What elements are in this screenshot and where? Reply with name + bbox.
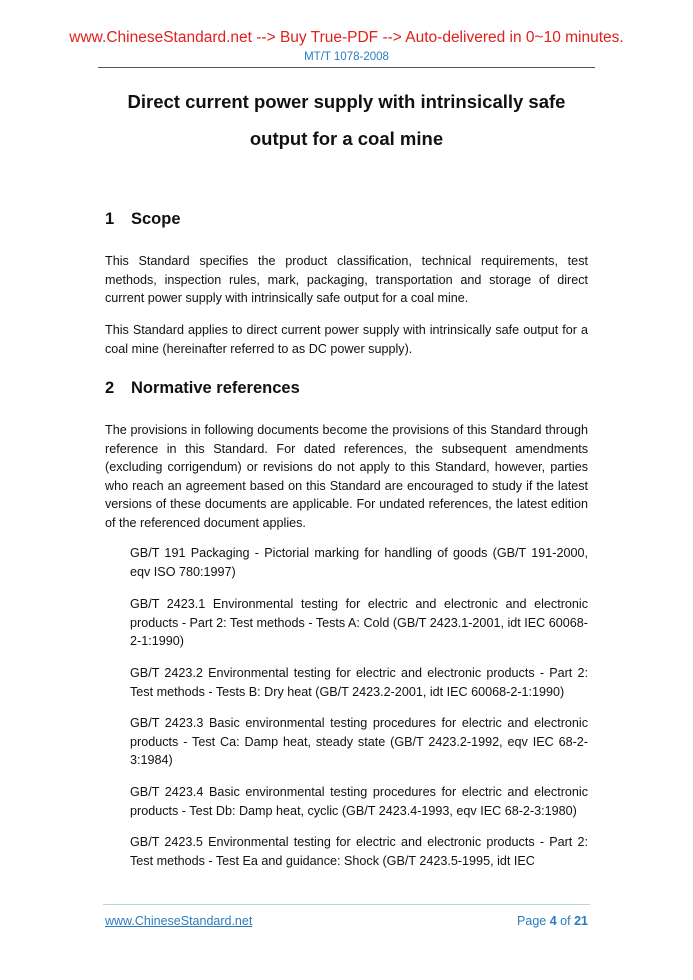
section-heading-scope xyxy=(105,210,181,229)
total-pages: 21 xyxy=(574,914,588,928)
section-heading-normative-references xyxy=(105,379,300,398)
page-indicator xyxy=(510,914,588,928)
document-title-line2: output for a coal mine xyxy=(249,128,444,149)
page-label: Page xyxy=(517,914,547,928)
reference-item: GB/T 191 Packaging - Pictorial marking for handling of goods (GB/T 191-2000, eqv ISO 780:1997) xyxy=(130,546,588,579)
current-page: 4 xyxy=(549,914,557,928)
document-number: MT/T 1078-2008 xyxy=(304,51,389,63)
paragraph: This Standard applies to direct current power supply with intrinsically safe output for a coal mine (hereinafter referred to as DC power supply). xyxy=(105,323,588,356)
page-of-label: of xyxy=(560,914,571,928)
section-title: Scope xyxy=(131,210,181,228)
footer-website-link[interactable]: www.ChineseStandard.net xyxy=(105,914,253,928)
section-number: 2 xyxy=(105,379,115,397)
section-number: 1 xyxy=(105,210,115,228)
footer-divider xyxy=(103,904,590,905)
reference-item: GB/T 2423.4 Basic environmental testing procedures for electric and electronic products - Test Db: Damp heat, cyclic (GB/T 2423.4-1993, eqv IEC 68-2-3:1980) xyxy=(130,785,588,818)
paragraph: This Standard specifies the product classification, technical requirements, test methods, inspection rules, mark, packaging, transportation and storage of direct current power supply with intrinsically safe output for a coal mine. xyxy=(105,254,588,306)
header-divider xyxy=(98,67,595,68)
paragraph: The provisions in following documents become the provisions of this Standard through reference in this Standard. For dated references, the subsequent amendments (excluding corrigendum) or revisions do not apply to this Standard, however, parties who reach an agreement based on this Standard are encouraged to study if the latest versions of these documents are applicable. For undated references, the latest edition of the referenced document applies. xyxy=(105,423,588,530)
reference-item: GB/T 2423.2 Environmental testing for electric and electronic products - Part 2: Test methods - Tests B: Dry heat (GB/T 2423.2-2001, idt IEC 60068-2-1:1990) xyxy=(130,666,588,699)
document-title-line1: Direct current power supply with intrinsically safe xyxy=(127,91,566,112)
promo-banner[interactable]: www.ChineseStandard.net --> Buy True-PDF --> Auto-delivered in 0~10 minutes. xyxy=(69,29,624,46)
reference-item: GB/T 2423.3 Basic environmental testing procedures for electric and electronic products - Test Ca: Damp heat, steady state (GB/T 2423.2-1992, eqv IEC 68-2-3:1984) xyxy=(130,716,588,768)
section-title: Normative references xyxy=(131,379,300,397)
reference-item: GB/T 2423.1 Environmental testing for electric and electronic and electronic products - Part 2: Test methods - Tests A: Cold (GB/T 2423.1-2001, idt IEC 60068-2-1:1990) xyxy=(130,597,588,649)
reference-item: GB/T 2423.5 Environmental testing for electric and electronic products - Part 2: Test methods - Test Ea and guidance: Shock (GB/T 2423.5-1995, idt IEC xyxy=(130,835,588,868)
